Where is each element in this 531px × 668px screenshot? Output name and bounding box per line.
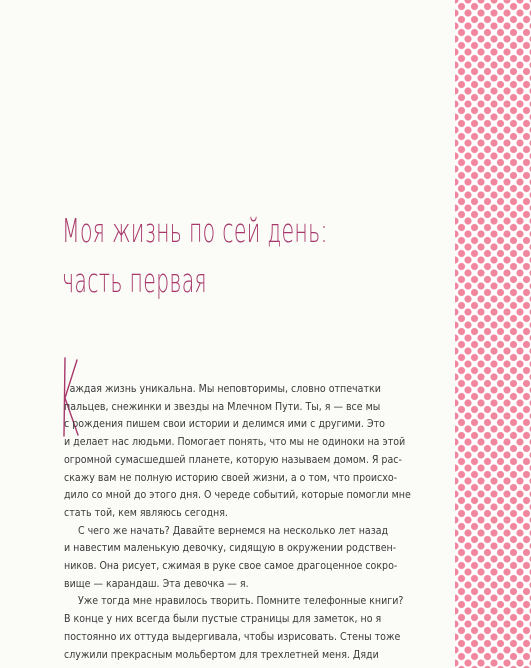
text-line: аждая жизнь уникальна. Мы неповторимы, словно отпечатки bbox=[69, 384, 381, 395]
text-line: огромной сумасшедшей планете, которую называем домом. Я рас- bbox=[64, 454, 402, 466]
text-line: дило со мной до этого дня. О череде событий, которые помогли мне bbox=[64, 490, 411, 502]
chapter-title-line-1: Моя жизнь по сей день: bbox=[62, 211, 328, 250]
body-text bbox=[64, 381, 444, 664]
chapter-title bbox=[62, 206, 442, 306]
text-line: пальцев, снежинки и звезды на Млечном Пути. Ты, я — все мы bbox=[64, 401, 381, 413]
text-line: стать той, кем являюсь сегодня. bbox=[64, 507, 228, 519]
chapter-title-line-2: часть первая bbox=[62, 261, 207, 300]
paragraph-3 bbox=[64, 593, 444, 664]
polka-dot-border bbox=[455, 0, 531, 668]
text-line: и навестим маленькую девочку, сидящую в окружении родствен- bbox=[64, 543, 397, 555]
text-line: С чего же начать? Давайте вернемся на несколько лет назад bbox=[77, 525, 389, 537]
text-line: В конце у них всегда были пустые страницы для заметок, но я bbox=[64, 614, 382, 626]
paragraph-2 bbox=[64, 523, 444, 594]
text-line: служили прекрасным мольбертом для трехлетней меня. Дяди bbox=[64, 649, 379, 661]
text-line: ников. Она рисует, сжимая в руке свое самое драгоценное сокро- bbox=[64, 561, 398, 573]
paragraph-1 bbox=[64, 381, 444, 523]
text-line: скажу вам не полную историю своей жизни, а о том, что происхо- bbox=[64, 472, 398, 484]
text-line: постоянно их оттуда выдергивала, чтобы изрисовать. Стены тоже bbox=[64, 631, 401, 643]
text-line: и делает нас людьми. Помогает понять, что мы не одиноки на этой bbox=[64, 437, 406, 449]
text-line: вище — карандаш. Эта девочка — я. bbox=[64, 578, 249, 590]
text-line: Уже тогда мне нравилось творить. Помните телефонные книги? bbox=[77, 596, 404, 608]
text-line: с рождения пишем свои истории и делимся ими с другими. Это bbox=[64, 419, 385, 431]
